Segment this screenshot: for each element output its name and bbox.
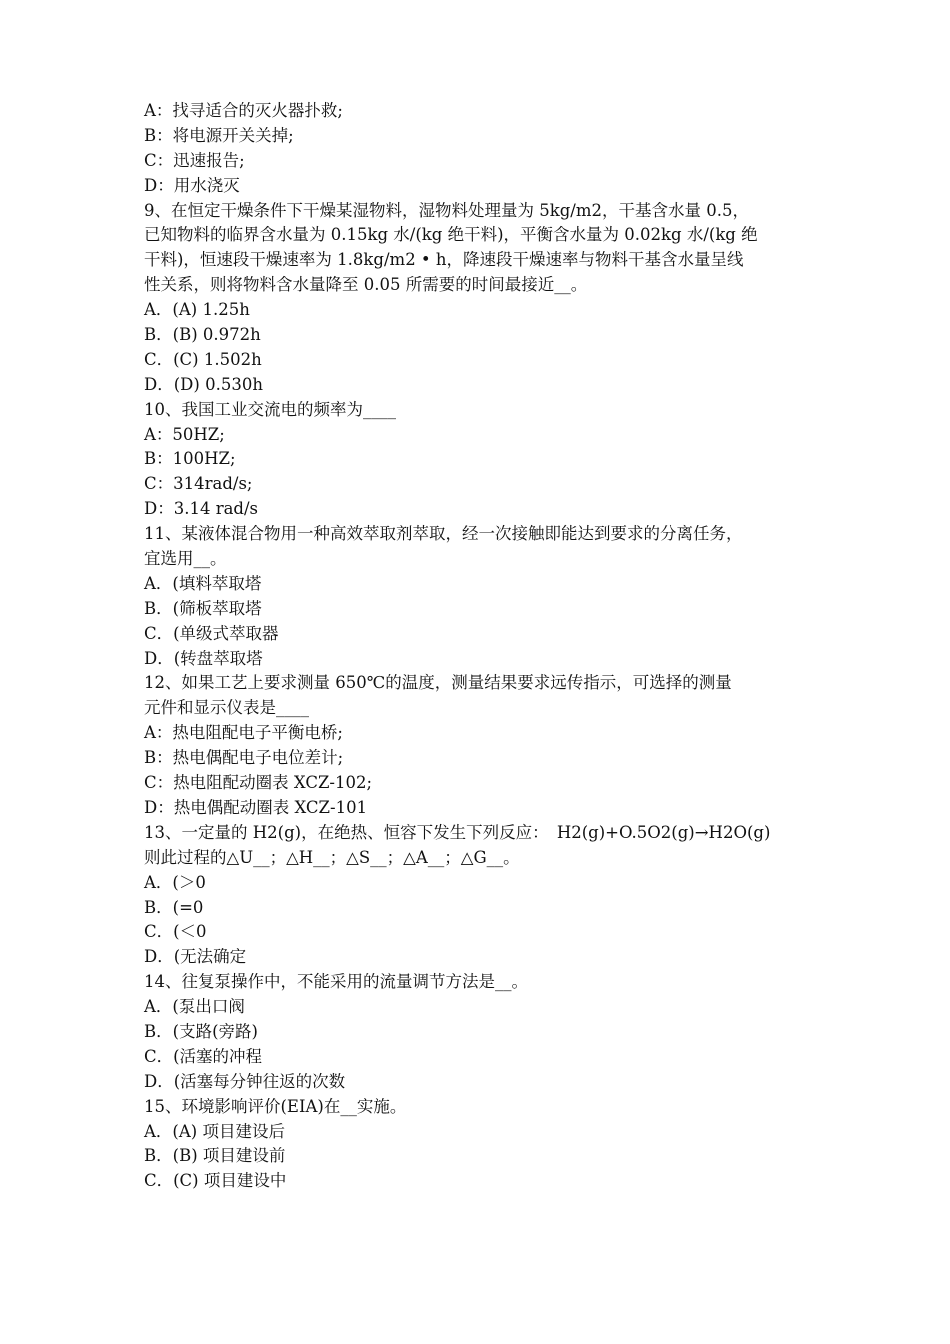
text-line: 12、如果工艺上要求测量 650℃的温度，测量结果要求远传指示，可选择的测量 (144, 673, 732, 693)
text-line: B．(=0 (144, 897, 204, 917)
text-line: 10、我国工业交流电的频率为____ (144, 399, 396, 419)
text-line: 干料)，恒速段干燥速率为 1.8kg/m2 • h，降速段干燥速率与物料干基含水量呈线 (144, 250, 744, 270)
text-line: D．(无法确定 (144, 947, 247, 967)
text-line: D．(D) 0.530h (144, 374, 263, 394)
text-line: C：热电阻配动圈表 XCZ-102; (144, 773, 373, 793)
text-line: 则此过程的△U__；△H__；△S__；△A__；△G__。 (144, 847, 520, 867)
text-line: B：热电偶配电子电位差计; (144, 748, 344, 768)
text-line: C．(＜0 (144, 922, 207, 942)
text-line: A．(填料萃取塔 (144, 573, 262, 593)
text-line: C：314rad/s; (144, 474, 253, 494)
text-line: B：100HZ; (144, 449, 236, 469)
text-line: D：3.14 rad/s (144, 499, 259, 519)
text-line: B：将电源开关关掉; (144, 125, 294, 145)
text-line: B．(B) 项目建设前 (144, 1146, 286, 1166)
text-line: 元件和显示仪表是____ (144, 698, 309, 718)
text-line: 9、在恒定干燥条件下干燥某湿物料，湿物料处理量为 5kg/m2，干基含水量 0.5， (144, 200, 749, 220)
document-body (144, 99, 812, 1194)
text-line: 13、一定量的 H2(g)，在绝热、恒容下发生下列反应： H2(g)+O.5O2(g)→H2O(g) (144, 822, 771, 842)
text-line: 已知物料的临界含水量为 0.15kg 水/(kg 绝干料)，平衡含水量为 0.02kg 水/(kg 绝 (144, 225, 758, 245)
text-line: 11、某液体混合物用一种高效萃取剂萃取，经一次接触即能达到要求的分离任务， (144, 524, 743, 544)
text-line: 性关系，则将物料含水量降至 0.05 所需要的时间最接近__。 (144, 275, 588, 295)
text-line: 14、往复泵操作中，不能采用的流量调节方法是__。 (144, 972, 528, 992)
text-line: B．(筛板萃取塔 (144, 598, 262, 618)
text-line: A：热电阻配电子平衡电桥; (144, 723, 343, 743)
text-line: D：用水浇灭 (144, 175, 240, 195)
text-line: C：迅速报告; (144, 150, 245, 170)
text-line: D．(活塞每分钟往返的次数 (144, 1071, 346, 1091)
text-line: D．(转盘萃取塔 (144, 648, 263, 668)
text-line: B．(B) 0.972h (144, 325, 261, 345)
text-line: A．(泵出口阀 (144, 997, 245, 1017)
text-line: A．(＞0 (144, 872, 206, 892)
text-line: A：50HZ; (144, 424, 225, 444)
text-line: 宜选用__。 (144, 549, 227, 569)
text-line: C．(C) 项目建设中 (144, 1171, 287, 1191)
text-line: A：找寻适合的灭火器扑救; (144, 101, 343, 120)
text-line: C．(单级式萃取器 (144, 623, 279, 643)
text-line: A．(A) 项目建设后 (144, 1121, 285, 1141)
text-line: 15、环境影响评价(EIA)在__实施。 (144, 1096, 407, 1116)
text-line: C．(活塞的冲程 (144, 1046, 263, 1066)
text-line: B．(支路(旁路) (144, 1021, 258, 1041)
text-line: D：热电偶配动圈表 XCZ-101 (144, 797, 368, 817)
text-line: A．(A) 1.25h (144, 300, 250, 320)
text-line: C．(C) 1.502h (144, 349, 262, 369)
